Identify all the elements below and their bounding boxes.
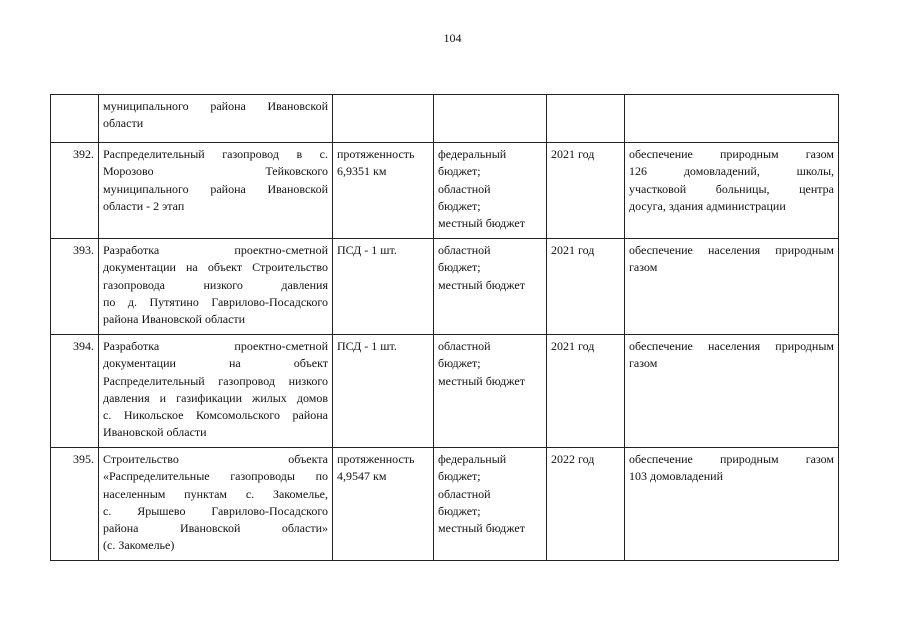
capacity: протяженность 6,9351 км bbox=[333, 143, 434, 239]
object-name: Разработка проектно-сметной документации на объект Распределительный газопровод низкого давления и газификации жилых домов с. Никольское Комсомольского района Ивановской области bbox=[99, 335, 333, 448]
table-row bbox=[51, 448, 839, 561]
capacity bbox=[333, 95, 434, 143]
funding-source: областной бюджет; местный бюджет bbox=[434, 239, 547, 335]
page-number: 104 bbox=[443, 31, 462, 45]
year: 2021 год bbox=[547, 143, 625, 239]
expected-result: обеспечение природным газом 103 домовладений bbox=[625, 448, 839, 561]
year: 2021 год bbox=[547, 335, 625, 448]
year bbox=[547, 95, 625, 143]
expected-result: обеспечение природным газом 126 домовладений, школы, участковой больницы, центра досуга, здания администрации bbox=[625, 143, 839, 239]
funding-source: федеральный бюджет; областной бюджет; местный бюджет bbox=[434, 143, 547, 239]
table-row bbox=[51, 239, 839, 335]
object-name: Распределительный газопровод в с. Морозово Тейковского муниципального района Ивановской области - 2 этап bbox=[99, 143, 333, 239]
object-name: муниципального района Ивановской области bbox=[99, 95, 333, 143]
row-number: 394. bbox=[51, 335, 99, 448]
row-number: 395. bbox=[51, 448, 99, 561]
capacity: протяженность 4,9547 км bbox=[333, 448, 434, 561]
row-number: 393. bbox=[51, 239, 99, 335]
object-name: Разработка проектно-сметной документации на объект Строительство газопровода низкого давления по д. Путятино Гаврилово-Посадского района Ивановской области bbox=[99, 239, 333, 335]
gasification-table bbox=[50, 94, 839, 561]
capacity: ПСД - 1 шт. bbox=[333, 239, 434, 335]
expected-result bbox=[625, 95, 839, 143]
object-name: Строительство объекта «Распределительные газопроводы по населенным пунктам с. Закомелье, с. Ярышево Гаврилово-Посадского района Ивановской области» (с. Закомелье) bbox=[99, 448, 333, 561]
year: 2022 год bbox=[547, 448, 625, 561]
row-number: 392. bbox=[51, 143, 99, 239]
funding-source: областной бюджет; местный бюджет bbox=[434, 335, 547, 448]
table-row bbox=[51, 143, 839, 239]
expected-result: обеспечение населения природным газом bbox=[625, 335, 839, 448]
funding-source bbox=[434, 95, 547, 143]
expected-result: обеспечение населения природным газом bbox=[625, 239, 839, 335]
row-number bbox=[51, 95, 99, 143]
capacity: ПСД - 1 шт. bbox=[333, 335, 434, 448]
table-row bbox=[51, 335, 839, 448]
year: 2021 год bbox=[547, 239, 625, 335]
funding-source: федеральный бюджет; областной бюджет; местный бюджет bbox=[434, 448, 547, 561]
table-row bbox=[51, 95, 839, 143]
